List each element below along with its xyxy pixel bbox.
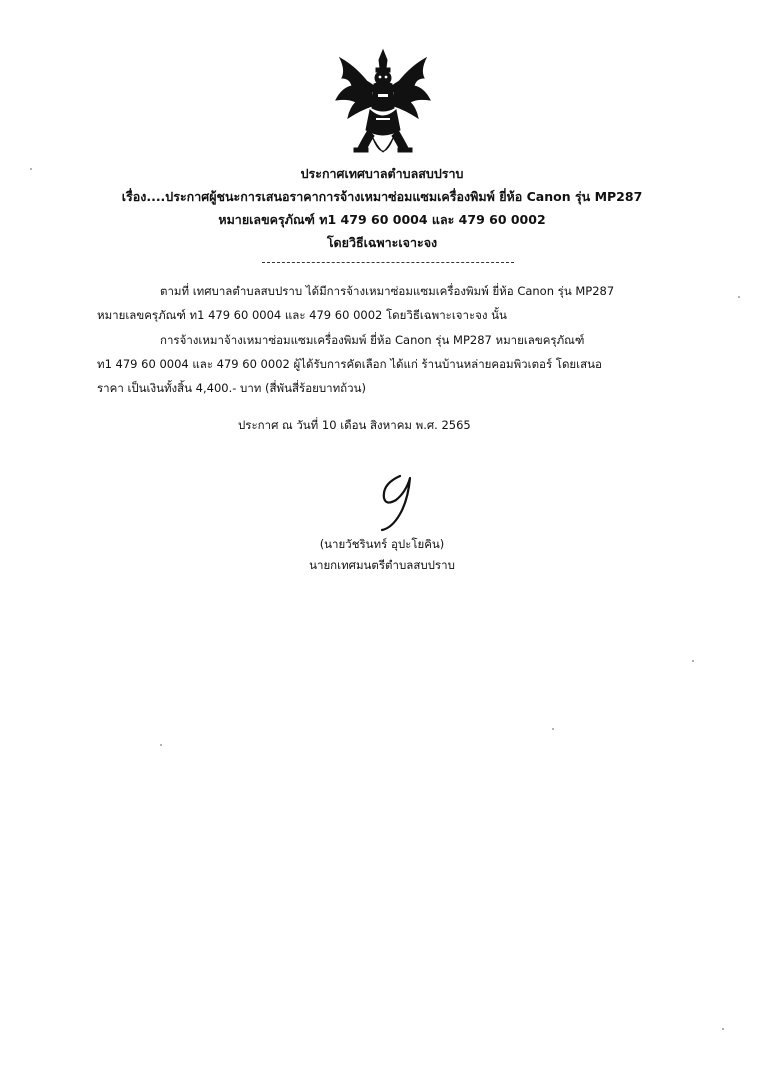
scan-speck	[30, 168, 32, 170]
handwritten-signature-icon	[370, 470, 422, 532]
procurement-method: โดยวิธีเฉพาะเจาะจง	[326, 235, 438, 250]
paragraph-1-line-2: หมายเลขครุภัณฑ์ ท1 479 60 0004 และ 479 60 0002 โดยวิธีเฉพาะเจาะจง นั้น	[97, 308, 507, 322]
signatory-title: นายกเทศมนตรีตำบลสบปราบ	[309, 558, 455, 572]
announcement-date: ประกาศ ณ วันที่ 10 เดือน สิงหาคม พ.ศ. 2565	[238, 418, 471, 432]
asset-number-line: หมายเลขครุภัณฑ์ ท1 479 60 0004 และ 479 60 0002	[218, 212, 546, 227]
paragraph-2-line-2: ท1 479 60 0004 และ 479 60 0002 ผู้ได้รับการคัดเลือก ได้แก่ ร้านบ้านหล่ายคอมพิวเตอร์ โดยเสนอ	[97, 357, 602, 371]
garuda-emblem-icon	[328, 48, 438, 166]
dashed-divider	[262, 262, 514, 263]
scan-speck	[722, 1028, 724, 1030]
paragraph-2-line-1: การจ้างเหมาจ้างเหมาซ่อมแซมเครื่องพิมพ์ ยี่ห้อ Canon รุ่น MP287 หมายเลขครุภัณฑ์	[160, 333, 585, 347]
scan-speck	[552, 728, 554, 730]
paragraph-2-line-3: ราคา เป็นเงินทั้งสิ้น 4,400.- บาท (สี่พันสี่ร้อยบาทถ้วน)	[97, 381, 366, 395]
paragraph-1-line-1: ตามที่ เทศบาลตำบลสบปราบ ได้มีการจ้างเหมาซ่อมแซมเครื่องพิมพ์ ยี่ห้อ Canon รุ่น MP287	[160, 284, 615, 298]
announcement-title: ประกาศเทศบาลตำบลสบปราบ	[300, 166, 464, 181]
scan-speck	[160, 744, 162, 746]
scan-speck	[692, 660, 694, 662]
announcement-subject: เรื่อง....ประกาศผู้ชนะการเสนอราคาการจ้างเหมาซ่อมแซมเครื่องพิมพ์ ยี่ห้อ Canon รุ่น MP287	[121, 189, 643, 204]
scan-speck	[738, 296, 740, 298]
signatory-name: (นายวัชรินทร์ อุปะโยคิน)	[319, 537, 445, 551]
